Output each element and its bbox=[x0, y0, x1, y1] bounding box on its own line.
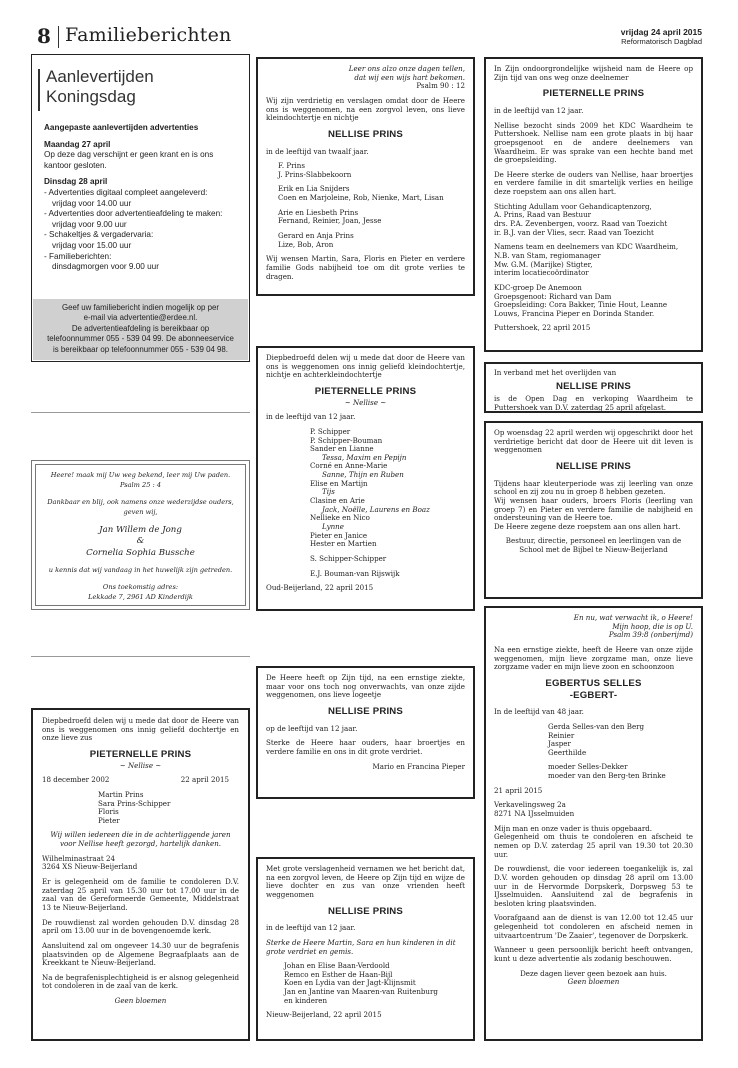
section-title: Familieberichten bbox=[65, 24, 232, 46]
deceased-name: PIETERNELLE PRINS bbox=[314, 385, 417, 397]
organisation-signatures: Stichting Adullam voor Gehandicaptenzorg, A. Prins, Raad van Bestuur drs. P.A. Zevenbergen, voorz. Raad van Toezicht ir. B.J. van der Vlies, secr. Raad van Toezicht bbox=[494, 201, 668, 237]
death-notice-egbertus-selles bbox=[484, 606, 703, 1041]
signature: Mario en Francina Pieper bbox=[372, 761, 465, 771]
organisation-signatures: KDC-groep De Anemoon Groepsgenoot: Richard van Dam Groepsleiding: Cora Bakker, Tinie Hout, Leanne Louws, Francina Pieper en Dorinda Stander. bbox=[494, 282, 668, 318]
paragraph: Wanneer u geen persoonlijk bericht heeft ontvangen, kunt u deze advertentie als zodanig beschouwen. bbox=[494, 945, 693, 963]
family-list: Gerda Selles-van den Berg Reinier Jasper Geerthilde moeder Selles-Dekker moeder van den Berg-ten Brinke bbox=[548, 721, 666, 781]
notice-item: dinsdagmorgen voor 9.00 uur bbox=[52, 262, 159, 272]
wedding-text: u kennis dat wij vandaag in het huwelijk zijn getreden. bbox=[48, 566, 233, 574]
great-grandparent: E.J. Bouman-van Rijswijk bbox=[310, 568, 400, 578]
closing-text: Deze dagen liever geen bezoek aan huis. Geen bloemen bbox=[520, 968, 667, 987]
groom-name: Jan Willem de Jong bbox=[99, 525, 182, 535]
closing-text: Geen bloemen bbox=[114, 996, 167, 1006]
organisation-signatures: Namens team en deelnemers van KDC Waardheim, N.B. van Stam, regiomanager Mw. G.M. (Marijke) Stigter, interim locatiecoördinator bbox=[494, 242, 679, 278]
verse-reference: Psalm 90 : 12 bbox=[416, 81, 465, 91]
family-member: P. Schipper bbox=[310, 426, 351, 436]
paragraph: De rouwdienst zal worden gehouden D.V. dinsdag 28 april om 13.00 uur in de bovengenoemde kerk. bbox=[42, 917, 239, 936]
notice-intro: Diepbedroefd delen wij u mede dat door de Heere van ons is weggenomen ons innig geliefd dochtertje en onze lieve zus bbox=[42, 716, 239, 743]
notice-item: - Schakeltjes & vergadervaria: bbox=[44, 230, 154, 240]
paragraph: Nellise bezocht sinds 2009 het KDC Waardheim te Puttershoek. Nellise nam een grote plaats in bij haar groepsgenoot en de andere deelnemers van Waardheim. Er was sprake van een hechte band met de groepsleiding. bbox=[494, 120, 693, 165]
family-member: Jack, Noëlle, Laurens en Boaz bbox=[322, 504, 430, 514]
notice-intro: In verband met het overlijden van bbox=[494, 368, 617, 377]
place-date: Oud-Beijerland, 22 april 2015 bbox=[266, 583, 374, 593]
deceased-name: PIETERNELLE PRINS bbox=[542, 88, 645, 100]
paragraph: Na de begrafenisplechtigheid is er alsnog gelegenheid tot condoleren in de zaal van de kerk. bbox=[42, 972, 239, 991]
death-notice-nellise-host-family bbox=[256, 666, 475, 799]
paragraph: Voorafgaand aan de dienst is van 12.00 tot 12.45 uur gelegenheid tot condoleren en afscheid nemen in uitvaartcentrum 'De Zaaier', tegenover de Dorpskerk. bbox=[494, 913, 693, 940]
age-text: op de leeftijd van 12 jaar. bbox=[266, 723, 358, 733]
deceased-nickname: -EGBERT- bbox=[569, 689, 618, 701]
paragraph: is de Open Dag en verkoping Waardheim te Puttershoek van D.V. zaterdag 25 april afgelast. bbox=[494, 394, 693, 412]
family-member: Clasine en Arie bbox=[310, 496, 365, 506]
notice-footer: Geef uw familiebericht indien mogelijk op per e-mail via advertentie@erdee.nl. De advertentieafdeling is bereikbaar op telefoonnummer 055 - 539 04 99. De abonneeservice is bereikbaar op telefoonnummer 055 - 539 04 98. bbox=[33, 299, 248, 360]
cancellation-notice bbox=[484, 362, 703, 413]
family-member: Elise en Martijn bbox=[310, 478, 368, 488]
notice-item: - Advertenties digitaal compleet aangeleverd: bbox=[44, 187, 208, 197]
deceased-nickname: ~ Nellise ~ bbox=[344, 397, 387, 407]
family-member: Tessa, Maxim en Pepijn bbox=[322, 452, 407, 462]
wedding-verse: Heere! maak mij Uw weg bekend, leer mij Uw paden. bbox=[50, 471, 231, 479]
ampersand: & bbox=[136, 536, 145, 546]
home-address: Verkavelingsweg 2a 8271 NA IJsselmuiden bbox=[494, 800, 575, 819]
family-list: Johan en Elise Baan-Verdoold Remco en Esther de Haan-Bijl Koen en Lydia van der Jagt-Klijnsmit Jan en Jantine van Maaren-van Ruitenburg en kinderen bbox=[284, 961, 438, 1005]
notice-koningsdag bbox=[31, 54, 250, 362]
death-notice-pieternelle-grandparents bbox=[256, 346, 475, 611]
deceased-nickname: ~ Nellise ~ bbox=[119, 760, 162, 770]
paragraph: Mijn man en onze vader is thuis opgebaard. Gelegenheid om thuis te condoleren en afscheid te nemen op D.V. zaterdag 25 april van 19.30 tot 20.30 uur. bbox=[494, 823, 693, 859]
page-header bbox=[0, 0, 738, 52]
death-notice-nellise-school bbox=[484, 421, 703, 599]
life-dates bbox=[42, 776, 239, 785]
wedding-text: geven wij, bbox=[123, 508, 158, 516]
deceased-name: NELLISE PRINS bbox=[555, 380, 632, 392]
family-member: Hester en Martien bbox=[310, 539, 377, 549]
place-date: Puttershoek, 22 april 2015 bbox=[494, 323, 591, 333]
deceased-name: NELLISE PRINS bbox=[327, 905, 404, 917]
deceased-name: PIETERNELLE PRINS bbox=[89, 748, 192, 760]
deceased-name: NELLISE PRINS bbox=[327, 705, 404, 717]
notice-item: vrijdag voor 9.00 uur bbox=[52, 219, 127, 229]
notice-intro: Wij zijn verdrietig en verslagen omdat door de Heere ons is weggenomen, na een zorgvol leven, ons lieve kleindochtertje en nichtje bbox=[266, 95, 465, 123]
notice-subtitle: Aangepaste aanlevertijden advertenties bbox=[44, 123, 199, 132]
age-text: in de leeftijd van 12 jaar. bbox=[266, 923, 356, 933]
deceased-name: NELLISE PRINS bbox=[555, 460, 632, 472]
wedding-announcement bbox=[31, 460, 250, 610]
family-member: Nellieke en Nico bbox=[310, 513, 370, 523]
death-notice-pieternelle-kdc bbox=[484, 57, 703, 352]
notice-date: 21 april 2015 bbox=[494, 785, 543, 795]
notice-item: - Advertenties door advertentieafdeling te maken: bbox=[44, 209, 223, 219]
notice-item: vrijdag voor 14.00 uur bbox=[52, 198, 132, 208]
notice-item: - Familieberichten: bbox=[44, 251, 112, 261]
page-number: 8 bbox=[37, 24, 51, 48]
family-member: P. Schipper-Bouman bbox=[310, 435, 383, 445]
age-text: in de leeftijd van twaalf jaar. bbox=[266, 146, 369, 156]
closing-text: Wij wensen Martin, Sara, Floris en Pieter en verdere familie Gods nabijheid toe om dit grote verlies te dragen. bbox=[266, 254, 465, 281]
great-grandparent: S. Schipper-Schipper bbox=[310, 553, 387, 563]
paragraph: De Heere sterke de ouders van Nellise, haar broertjes en verdere familie in dit smartelijk verlies en heilige deze roepstem aan ons allen hart. bbox=[494, 169, 693, 197]
age-text: in de leeftijd van 12 jaar. bbox=[494, 105, 584, 115]
paragraph: De rouwdienst, die voor iedereen toegankelijk is, zal D.V. worden gehouden op dinsdag 28 april om 13.00 uur in de Hervormde Dorpskerk, Dorpsweg 53 te IJsselmuiden. Aansluitend zal de begrafenis in besloten kring plaatsvinden. bbox=[494, 864, 693, 908]
age-text: In de leeftijd van 48 jaar. bbox=[494, 707, 584, 717]
thanks-text: Wij willen iedereen die in de achterliggende jaren voor Nellise heeft gezorgd, hartelijk danken. bbox=[50, 830, 231, 849]
birth-date: 18 december 2002 bbox=[42, 775, 110, 785]
wedding-text: Dankbaar en blij, ook namens onze wederzijdse ouders, bbox=[47, 498, 234, 506]
death-notice-pieternelle-family bbox=[31, 708, 250, 1041]
home-address: Wilhelminastraat 24 3264 XS Nieuw-Beijerland bbox=[42, 853, 138, 872]
newspaper-name: Reformatorisch Dagblad bbox=[621, 37, 702, 46]
signature: Bestuur, directie, personeel en leerlingen van de School met de Bijbel te Nieuw-Beijerland bbox=[505, 536, 682, 555]
notice-intro: De Heere heeft op Zijn tijd, na een ernstige ziekte, maar voor ons toch nog onverwachts, van onze zijde weggenomen, ons lieve logeetje bbox=[266, 673, 465, 700]
family-member: Lynne bbox=[322, 521, 344, 531]
wedding-verse-ref: Psalm 25 : 4 bbox=[119, 481, 162, 489]
family-member: Sanne, Thijn en Ruben bbox=[322, 470, 404, 480]
issue-date: vrijdag 24 april 2015 bbox=[620, 27, 702, 37]
place-date: Nieuw-Beijerland, 22 april 2015 bbox=[266, 1010, 382, 1020]
family-list bbox=[266, 428, 465, 549]
deceased-name: NELLISE PRINS bbox=[327, 128, 404, 140]
family-list: F. Prins J. Prins-Slabbekoorn Erik en Lia Snijders Coen en Marjoleine, Rob, Nienke, Mart, Lisan Arie en Liesbeth Prins Fernand, Reinier, Joan, Jesse Gerard en Anja Prins Lize, Bob, Aron bbox=[278, 161, 444, 249]
notice-tuesday-heading: Dinsdag 28 april bbox=[44, 177, 108, 187]
family-list: Martin Prins Sara Prins-Schipper Floris Pieter bbox=[98, 789, 171, 825]
notice-monday-text: kantoor gesloten. bbox=[44, 160, 107, 170]
death-date: 22 april 2015 bbox=[180, 775, 229, 785]
notice-intro: Diepbedroefd delen wij u mede dat door de Heere van ons is weggenomen ons innig geliefd kleindochtertje, nichtje en achterkleindochtertje bbox=[266, 353, 465, 380]
family-member: Sander en Lianne bbox=[310, 444, 374, 454]
paragraph: Sterke de Heere haar ouders, haar broertjes en verdere familie en ons in dit grote verdriet. bbox=[266, 738, 465, 756]
address-label: Ons toekomstig adres: bbox=[102, 583, 179, 591]
notice-monday-text: Op deze dag verschijnt er geen krant en is ons bbox=[44, 150, 214, 160]
family-member: Corné en Anne-Marie bbox=[310, 461, 388, 471]
age-text: in de leeftijd van 12 jaar. bbox=[266, 412, 356, 422]
family-member: Tijs bbox=[322, 487, 335, 497]
verse-reference: Psalm 39:8 (onberijmd) bbox=[608, 630, 693, 640]
wedding-address: Lekkade 7, 2961 AD Kinderdijk bbox=[88, 593, 193, 601]
death-notice-nellise-friends bbox=[256, 857, 475, 1041]
deceased-name: EGBERTUS SELLES bbox=[545, 677, 642, 689]
notice-accent-bar bbox=[38, 69, 40, 111]
family-member: Pieter en Janice bbox=[310, 530, 368, 540]
notice-item: vrijdag voor 15.00 uur bbox=[52, 240, 132, 250]
notice-monday-heading: Maandag 27 april bbox=[44, 139, 111, 149]
separator bbox=[31, 656, 250, 657]
bible-verse: Leer ons alzo onze dagen tellen, dat wij een wijs hart bekomen. Psalm 90 : 12 bbox=[266, 65, 465, 91]
bride-name: Cornelia Sophia Bussche bbox=[86, 548, 195, 558]
notice-intro: In Zijn ondoorgrondelijke wijsheid nam de Heere op Zijn tijd van ons weg onze deelnemer bbox=[494, 64, 693, 82]
paragraph: Aansluitend zal om ongeveer 14.30 uur de begrafenis plaatsvinden op de Algemene Begraafplaats aan de Kreekkant te Nieuw-Beijerland. bbox=[42, 940, 239, 968]
death-notice-nellise-grandparents bbox=[256, 57, 475, 296]
paragraph: Er is gelegenheid om de familie te condoleren D.V. zaterdag 25 april van 15.30 uur tot 17.00 uur in de zaal van de Gereformeerde Gemeente, Middelstraat 13 te Nieuw-Beijerland. bbox=[42, 877, 239, 912]
paragraph: Tijdens haar kleuterperiode was zij leerling van onze school en zij zou nu in groep 8 hebben gezeten. Wij wensen haar ouders, broers Floris (leerling van groep 7) en Pieter en verdere familie de nabijheid en ondersteuning van de Heere toe. De Heere zegene deze roepstem aan ons allen hart. bbox=[494, 478, 693, 531]
notice-intro: Na een ernstige ziekte, heeft de Heere van onze zijde weggenomen, mijn lieve zorgzame man, onze lieve zorgzame vader en mijn lieve zoon en schoonzoon bbox=[494, 644, 693, 672]
wish-text: Sterke de Heere Martin, Sara en hun kinderen in dit grote verdriet en gemis. bbox=[266, 937, 456, 956]
header-divider bbox=[58, 26, 59, 48]
notice-title: Aanlevertijden Koningsdag bbox=[46, 67, 154, 106]
notice-intro: Met grote verslagenheid vernamen we het bericht dat, na een zorgvol leven, de Heere op Zijn tijd en wijze de lieve dochter en zus van onze vrienden heeft weggenomen bbox=[266, 864, 465, 899]
bible-verse: En nu, wat verwacht ik, o Heere! Mijn hoop, die is op U. Psalm 39:8 (onberijmd) bbox=[494, 614, 693, 640]
separator bbox=[31, 412, 250, 413]
notice-intro: Op woensdag 22 april werden wij opgeschrikt door het verdrietige bericht dat door de Heere uit dit leven is weggenomen bbox=[494, 428, 693, 455]
